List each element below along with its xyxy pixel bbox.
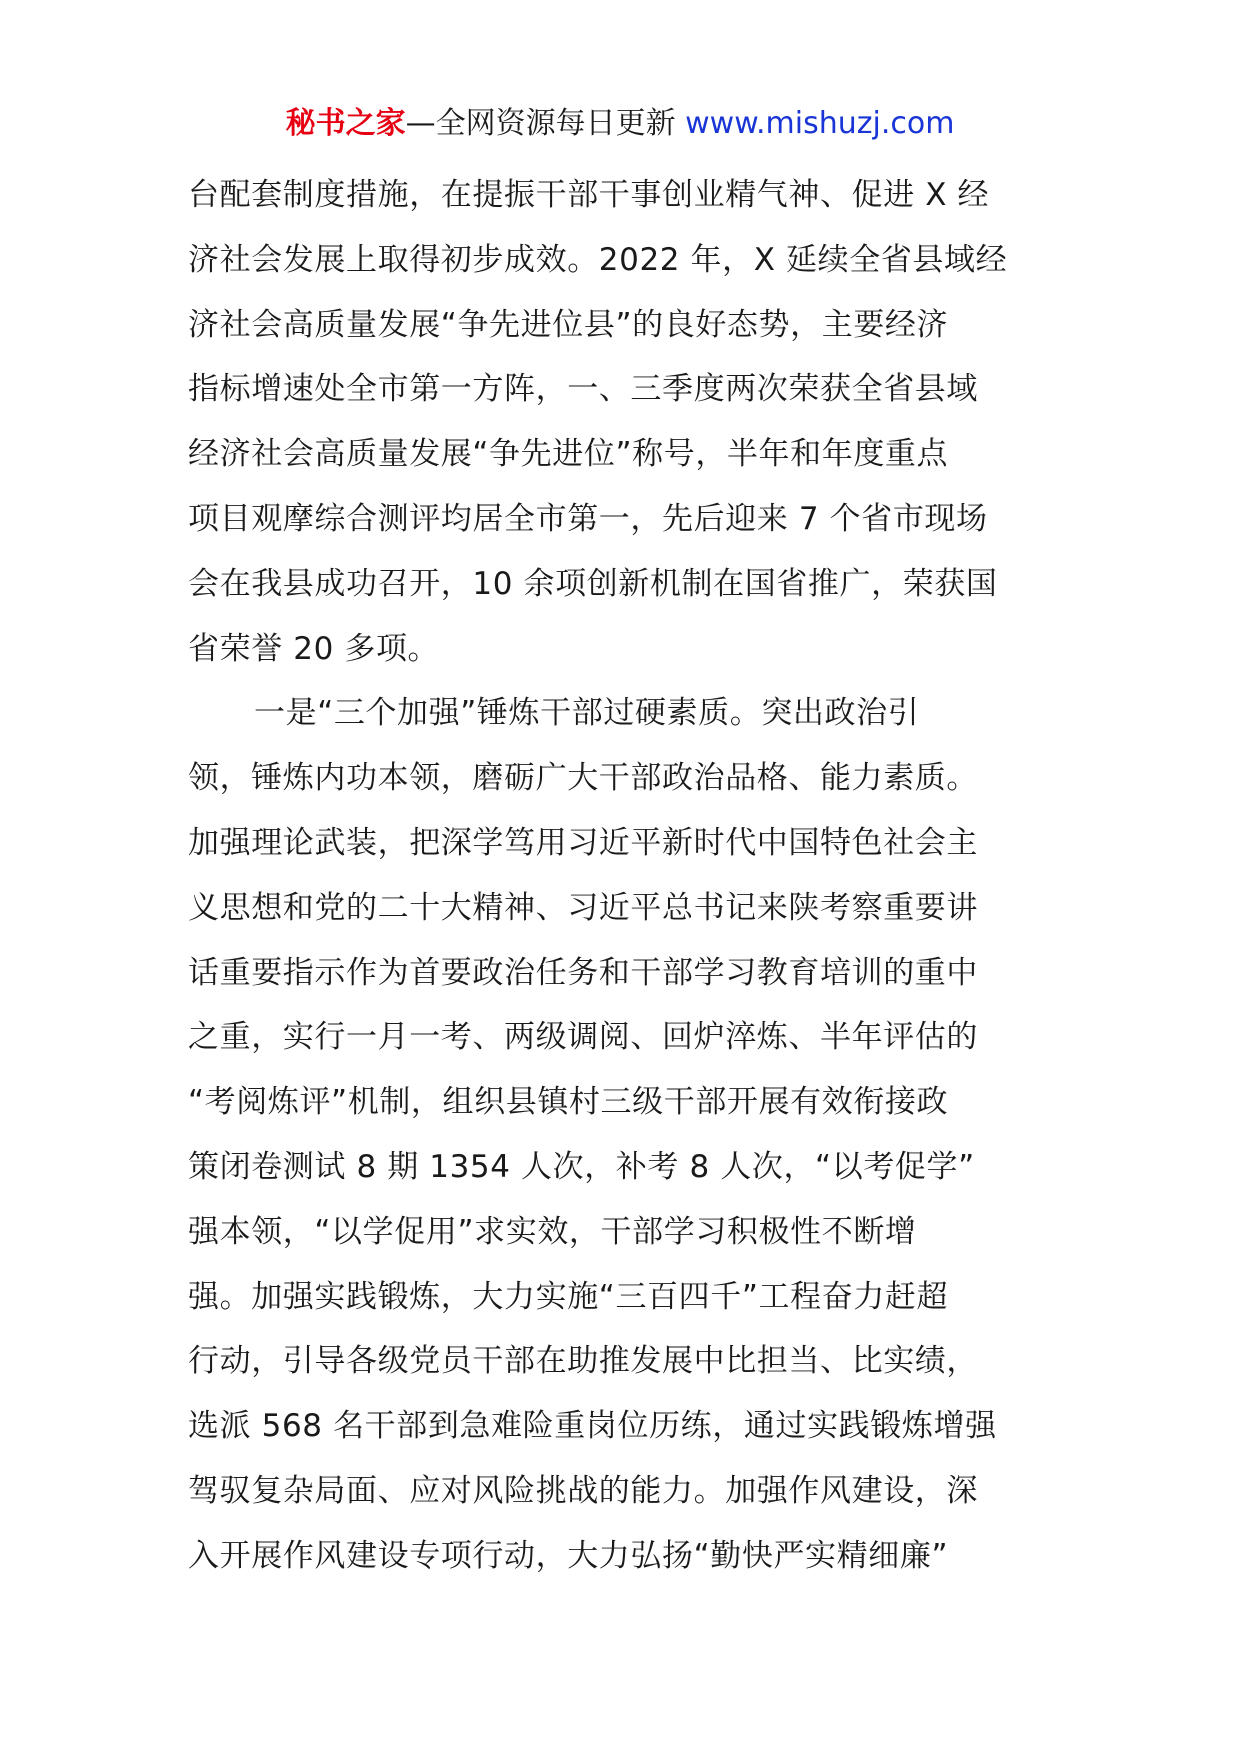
text-line: 话重要指示作为首要政治任务和干部学习教育培训的重中: [188, 954, 978, 991]
text-line: 策闭卷测试 8 期 1354 人次，补考 8 人次，“以考促学”: [188, 1148, 975, 1185]
paragraph-first-line: 一是“三个加强”锤炼干部过硬素质。突出政治引: [254, 695, 920, 732]
text-line: 加强理论武装，把深学笃用习近平新时代中国特色社会主: [188, 824, 978, 861]
text-line: 入开展作风建设专项行动，大力弘扬“勤快严实精细廉”: [188, 1537, 949, 1574]
text-line: 强本领，“以学促用”求实效，干部学习积极性不断增: [188, 1213, 917, 1250]
text-line: 行动，引导各级党员干部在助推发展中比担当、比实绩，: [188, 1343, 978, 1380]
text-line: 选派 568 名干部到急难险重岗位历练，通过实践锻炼增强: [188, 1408, 997, 1445]
text-line: 指标增速处全市第一方阵，一、三季度两次荣获全省县域: [188, 371, 978, 408]
text-line: 济社会高质量发展“争先进位县”的良好态势，主要经济: [188, 306, 949, 343]
text-line: 会在我县成功召开，10 余项创新机制在国省推广，荣获国: [188, 565, 998, 602]
text-line: 项目观摩综合测评均居全市第一，先后迎来 7 个省市现场: [188, 500, 988, 537]
site-url-link[interactable]: www.mishuzj.com: [685, 106, 955, 141]
text-line: 经济社会高质量发展“争先进位”称号，半年和年度重点: [188, 436, 949, 473]
text-line: 之重，实行一月一考、两级调阅、回炉淬炼、半年评估的: [188, 1019, 978, 1056]
text-line: 义思想和党的二十大精神、习近平总书记来陕考察重要讲: [188, 889, 978, 926]
header-tagline: —全网资源每日更新: [405, 106, 686, 141]
text-line: 驾驭复杂局面、应对风险挑战的能力。加强作风建设，深: [188, 1472, 978, 1509]
brand-name: 秘书之家: [285, 106, 406, 141]
site-header: [0, 104, 1240, 144]
text-line: 台配套制度措施，在提振干部干事创业精气神、促进 X 经: [188, 177, 990, 213]
text-line: “考阅炼评”机制，组织县镇村三级干部开展有效衔接政: [188, 1084, 949, 1121]
text-line: 强。加强实践锻炼，大力实施“三百四千”工程奋力赶超: [188, 1278, 949, 1315]
text-line: 省荣誉 20 多项。: [188, 630, 440, 667]
text-line: 济社会发展上取得初步成效。2022 年，X 延续全省县域经: [188, 241, 1008, 278]
text-line: 领，锤炼内功本领，磨砺广大干部政治品格、能力素质。: [188, 760, 978, 797]
document-body: [188, 163, 1058, 1589]
